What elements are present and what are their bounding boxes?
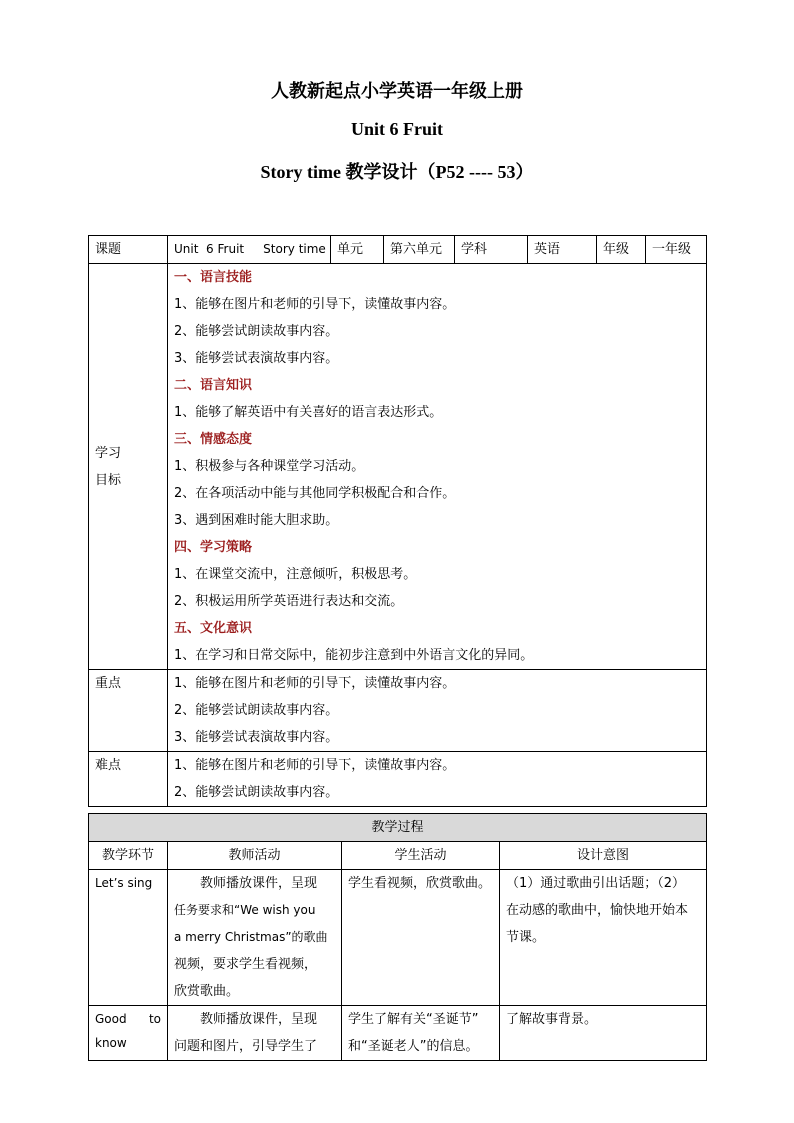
goal-line: 1、能够了解英语中有关喜好的语言表达形式。 [174,405,443,420]
teacher-line: 问题和图片，引导学生了 [174,1039,318,1054]
column-intent: 设计意图 [500,842,707,870]
column-stage: 教学环节 [89,842,168,870]
stage-line [95,1006,161,1033]
student-cell [342,1006,500,1061]
student-cell [342,870,500,1006]
key-points-label: 重点 [89,670,168,752]
lesson-title: Story time 教学设计（P52 ---- 53） [260,162,534,182]
goal-line: 1、能够在图片和老师的引导下，读懂故事内容。 [174,297,456,312]
column-teacher: 教师活动 [168,842,342,870]
difficult-points-row [89,752,707,807]
goal-line: 2、能够尝试朗读故事内容。 [174,324,339,339]
subject-value: 英语 [528,236,597,264]
process-columns-row [89,842,707,870]
process-row-know [89,1006,707,1061]
teacher-line: a merry Christmas”的歌曲 [174,930,328,944]
goals-label-line-2: 目标 [95,472,122,488]
key-point-line: 1、能够在图片和老师的引导下，读懂故事内容。 [174,676,456,691]
student-line: 和“圣诞老人”的信息。 [348,1039,479,1054]
goal-line: 3、能够尝试表演故事内容。 [174,351,339,366]
intent-line: （1）通过歌曲引出话题；（2） [506,876,686,891]
teacher-line: 视频，要求学生看视频， [174,957,318,972]
goals-content [168,264,707,670]
teacher-cell [168,1006,342,1061]
topic-value: Unit 6 Fruit Story time [168,236,331,264]
intent-cell [500,1006,707,1061]
goal-line: 2、在各项活动中能与其他同学积极配合和合作。 [174,486,456,501]
goal-section-heading: 一、语言技能 [174,270,253,285]
stage-word: Good [95,1012,127,1026]
student-line: 学生了解有关“圣诞节” [348,1012,479,1027]
goals-label-line-1: 学习 [95,445,122,461]
grade-label: 年级 [597,236,646,264]
goal-line: 1、在课堂交流中，注意倾听，积极思考。 [174,567,417,582]
process-header: 教学过程 [89,814,707,842]
info-row [89,236,707,264]
subject-label: 学科 [455,236,528,264]
intent-cell [500,870,707,1006]
difficult-point-line: 1、能够在图片和老师的引导下，读懂故事内容。 [174,758,456,773]
student-line: 学生看视频，欣赏歌曲。 [348,876,492,891]
difficult-points-label: 难点 [89,752,168,807]
intent-line: 节课。 [506,930,546,945]
difficult-point-line: 2、能够尝试朗读故事内容。 [174,785,339,800]
key-points-row [89,670,707,752]
difficult-points-content [168,752,707,807]
unit-label: 单元 [331,236,384,264]
goals-label [89,264,168,670]
unit-title: Unit 6 Fruit [351,119,443,139]
lesson-plan-table [88,235,707,807]
process-table [88,813,707,1061]
stage-cell [89,1006,168,1061]
key-point-line: 3、能够尝试表演故事内容。 [174,730,339,745]
teacher-cell [168,870,342,1006]
stage-line: know [95,1036,127,1050]
key-points-content [168,670,707,752]
goal-line: 3、遇到困难时能大胆求助。 [174,513,339,528]
key-point-line: 2、能够尝试朗读故事内容。 [174,703,339,718]
process-header-row [89,814,707,842]
process-row-sing [89,870,707,1006]
goal-line: 1、在学习和日常交际中，能初步注意到中外语言文化的异同。 [174,648,534,663]
topic-label: 课题 [89,236,168,264]
teacher-line: 教师播放课件，呈现 [200,876,318,891]
grade-value: 一年级 [646,236,707,264]
goals-row [89,264,707,670]
document-title: 人教新起点小学英语一年级上册 [271,81,523,102]
stage-word: to [148,1012,161,1026]
goal-line: 1、积极参与各种课堂学习活动。 [174,459,365,474]
intent-line: 了解故事背景。 [506,1012,598,1027]
teacher-line: 教师播放课件，呈现 [200,1012,318,1027]
stage-cell: Let’s sing [89,870,168,1006]
intent-line: 在动感的歌曲中，愉快地开始本 [506,903,689,918]
goal-section-heading: 三、情感态度 [174,432,253,447]
column-student: 学生活动 [342,842,500,870]
teacher-line: 欣赏歌曲。 [174,984,240,999]
goal-section-heading: 五、文化意识 [174,621,253,636]
goal-section-heading: 二、语言知识 [174,378,253,393]
teacher-line: 任务要求和“We wish you [174,903,316,917]
goal-section-heading: 四、学习策略 [174,540,253,555]
goal-line: 2、积极运用所学英语进行表达和交流。 [174,594,404,609]
unit-value: 第六单元 [384,236,455,264]
